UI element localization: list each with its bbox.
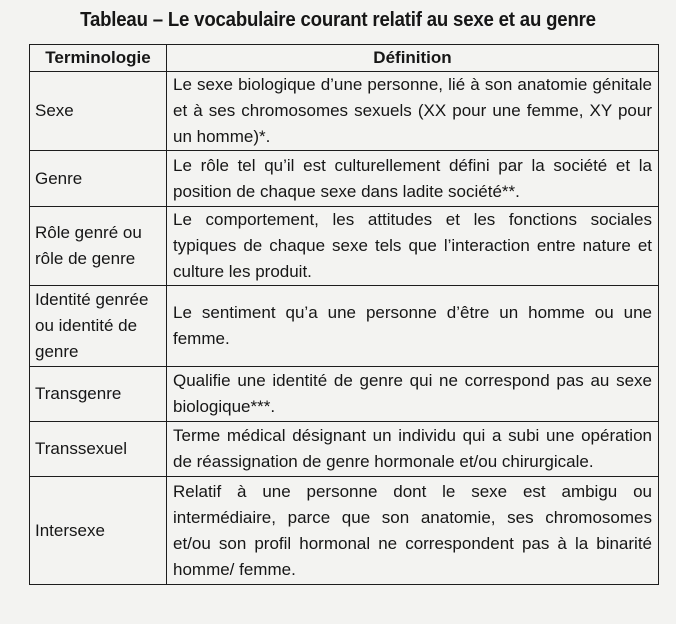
term-cell: Transgenre [30, 367, 167, 422]
definition-cell: Le sentiment qu’a une personne d’être un homme ou une femme. [167, 286, 659, 367]
term-cell: Rôle genré ou rôle de genre [30, 207, 167, 286]
table-row [30, 477, 659, 585]
vocabulary-table [29, 44, 659, 585]
table-row [30, 151, 659, 207]
table-row [30, 422, 659, 477]
definition-cell: Le rôle tel qu’il est culturellement défini par la société et la position de chaque sexe dans ladite société**. [167, 151, 659, 207]
definition-cell: Le comportement, les attitudes et les fonctions sociales typiques de chaque sexe tels que l’interaction entre nature et culture les produit. [167, 207, 659, 286]
column-header-definition: Définition [167, 45, 659, 72]
header-row [30, 45, 659, 72]
definition-cell: Terme médical désignant un individu qui a subi une opération de réassignation de genre hormonale et/ou chirurgicale. [167, 422, 659, 477]
term-cell: Sexe [30, 72, 167, 151]
definition-cell: Relatif à une personne dont le sexe est ambigu ou intermédiaire, parce que son anatomie, ses chromosomes et/ou son profil hormonal ne correspondent pas à la binarité homme/ femme. [167, 477, 659, 585]
table-title: Tableau – Le vocabulaire courant relatif au sexe et au genre [80, 9, 596, 31]
column-header-terminology: Terminologie [30, 45, 167, 72]
term-cell: Genre [30, 151, 167, 207]
table-row [30, 367, 659, 422]
definition-cell: Le sexe biologique d’une personne, lié à son anatomie génitale et à ses chromosomes sexuels (XX pour une femme, XY pour un homme)*. [167, 72, 659, 151]
table-row [30, 72, 659, 151]
term-cell: Identité genrée ou identité de genre [30, 286, 167, 367]
table-row [30, 286, 659, 367]
term-cell: Transsexuel [30, 422, 167, 477]
definition-cell: Qualifie une identité de genre qui ne correspond pas au sexe biologique***. [167, 367, 659, 422]
term-cell: Intersexe [30, 477, 167, 585]
table-row [30, 207, 659, 286]
